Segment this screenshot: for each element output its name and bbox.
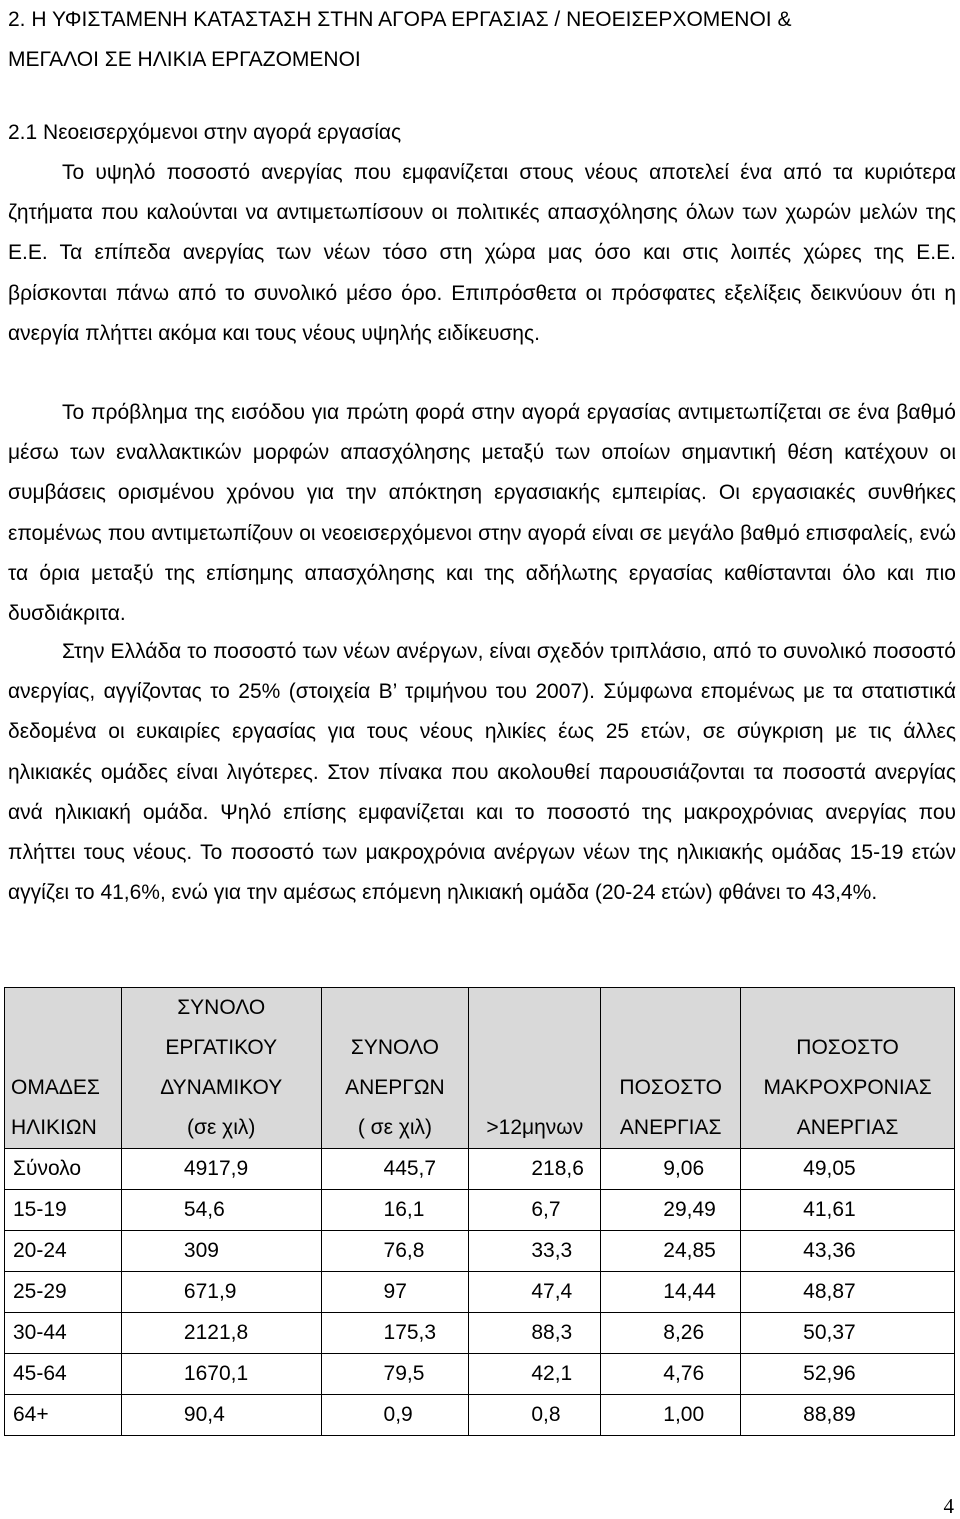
section-heading-line-2: ΜΕΓΑΛΟΙ ΣΕ ΗΛΙΚΙΑ ΕΡΓΑΖΟΜΕΝΟΙ xyxy=(8,48,361,71)
age-group-cell: Σύνολο xyxy=(5,1149,122,1190)
table-header-line: ΣΥΝΟΛΟ xyxy=(350,1036,439,1059)
table-cell: 0,8 xyxy=(469,1395,601,1436)
table-cell: 33,3 xyxy=(469,1231,601,1272)
table-header-line: ΑΝΕΡΓΙΑΣ xyxy=(796,1116,899,1139)
table-cell: 29,49 xyxy=(601,1190,741,1231)
table-cell: 50,37 xyxy=(741,1313,955,1354)
table-header-line: ΗΛΙΚΙΩΝ xyxy=(11,1116,97,1139)
age-group-cell: 45-64 xyxy=(5,1354,122,1395)
table-cell: 52,96 xyxy=(741,1354,955,1395)
unemployment-table xyxy=(4,987,955,1436)
table-cell: 90,4 xyxy=(121,1395,321,1436)
table-row xyxy=(5,1395,955,1436)
table-row xyxy=(5,1149,955,1190)
table-cell: 1,00 xyxy=(601,1395,741,1436)
table-cell: 309 xyxy=(121,1231,321,1272)
age-group-cell: 20-24 xyxy=(5,1231,122,1272)
table-row xyxy=(5,1313,955,1354)
page-number: 4 xyxy=(943,1494,954,1518)
table-cell: 8,26 xyxy=(601,1313,741,1354)
table-cell: 97 xyxy=(321,1272,469,1313)
table-cell: 43,36 xyxy=(741,1231,955,1272)
table-header-line: ΠΟΣΟΣΤΟ xyxy=(619,1076,723,1099)
table-cell: 6,7 xyxy=(469,1190,601,1231)
table-cell: 218,6 xyxy=(469,1149,601,1190)
table-cell: 79,5 xyxy=(321,1354,469,1395)
table-cell: 445,7 xyxy=(321,1149,469,1190)
table-header-line: >12μηνων xyxy=(486,1116,584,1139)
table-row xyxy=(5,1272,955,1313)
table-cell: 2121,8 xyxy=(121,1313,321,1354)
table-header-line: ΔΥΝΑΜΙΚΟΥ xyxy=(160,1076,283,1099)
table-cell: 88,89 xyxy=(741,1395,955,1436)
table-header-cell xyxy=(601,988,741,1149)
table-header-line: ΣΥΝΟΛΟ xyxy=(177,996,266,1019)
table-row xyxy=(5,1231,955,1272)
paragraph-3-text: Στην Ελλάδα το ποσοστό των νέων ανέργων, είναι σχεδόν τριπλάσιο, από το συνολικό ποσοστό ανεργίας, αγγίζοντας το 25% (στοιχεία Β’ τριμήνου του 2007). Σύμφωνα επομένως με τα στατιστικά δεδομένα οι ευκαιρίες εργασίας για τους νέους ηλικίες έως 25 ετών, σε σύγκριση με τις άλλες ηλικιακές ομάδες είναι λιγότερες. Στον πίνακα που ακολουθεί παρουσιάζονται τα ποσοστά ανεργίας ανά ηλικιακή ομάδα. Ψηλό επίσης εμφανίζεται και το ποσοστό της μακροχρόνιας ανεργίας που πλήττει τους νέους. Το ποσοστό των μακροχρόνια ανέργων νέων της ηλικιακής ομάδας 15-19 ετών αγγίζει το 41,6%, ενώ για την αμέσως επόμενη ηλικιακή ομάδα (20-24 ετών) φθάνει το 43,4%. xyxy=(8,640,956,905)
paragraph-1-text: Το υψηλό ποσοστό ανεργίας που εμφανίζεται στους νέους αποτελεί ένα από τα κυριότερα ζητήματα που καλούνται να αντιμετωπίσουν οι πολιτικές απασχόλησης όλων των χωρών μελών της Ε.Ε. Τα επίπεδα ανεργίας των νέων τόσο στη χώρα μας όσο και στις λοιπές χώρες της Ε.Ε. βρίσκονται πάνω από το συνολικό μέσο όρο. Επιπρόσθετα οι πρόσφατες εξελίξεις δεικνύουν ότι η ανεργία πλήττει ακόμα και τους νέους υψηλής ειδίκευσης. xyxy=(8,161,956,345)
table-cell: 1670,1 xyxy=(121,1354,321,1395)
age-group-cell: 15-19 xyxy=(5,1190,122,1231)
table-header-line: ΑΝΕΡΓΙΑΣ xyxy=(619,1116,722,1139)
table-header-line: ΑΝΕΡΓΩΝ xyxy=(345,1076,445,1099)
table-row xyxy=(5,1354,955,1395)
table-row xyxy=(5,1190,955,1231)
table-cell: 48,87 xyxy=(741,1272,955,1313)
table-header-cell xyxy=(321,988,469,1149)
table-cell: 0,9 xyxy=(321,1395,469,1436)
table-cell: 47,4 xyxy=(469,1272,601,1313)
table-cell: 16,1 xyxy=(321,1190,469,1231)
table-header-line: ( σε χιλ) xyxy=(357,1116,433,1139)
paragraph-2-text: Το πρόβλημα της εισόδου για πρώτη φορά στην αγορά εργασίας αντιμετωπίζεται σε ένα βαθμό μέσω των εναλλακτικών μορφών απασχόλησης μεταξύ των οποίων σημαντική θέση κατέχουν οι συμβάσεις ορισμένου χρόνου για την απόκτηση εργασιακής εμπειρίας. Οι εργασιακές συνθήκες επομένως που αντιμετωπίζουν οι νεοεισερχόμενοι στην αγορά είναι σε μεγάλο βαθμό επισφαλείς, ενώ τα όρια μεταξύ της επίσημης απασχόλησης και της αδήλωτης εργασίας καθίστανται όλο και πιο δυσδιάκριτα. xyxy=(8,401,956,626)
age-group-cell: 64+ xyxy=(5,1395,122,1436)
table-body xyxy=(5,1149,955,1436)
paragraph-3 xyxy=(8,632,956,913)
table-header-cell xyxy=(741,988,955,1149)
paragraph-1 xyxy=(8,153,956,354)
table-cell: 4,76 xyxy=(601,1354,741,1395)
table-cell: 54,6 xyxy=(121,1190,321,1231)
table-header-cell xyxy=(469,988,601,1149)
table-cell: 42,1 xyxy=(469,1354,601,1395)
age-group-cell: 25-29 xyxy=(5,1272,122,1313)
table-cell: 4917,9 xyxy=(121,1149,321,1190)
table-header-line: ΟΜΑΔΕΣ xyxy=(11,1076,100,1099)
table-header-cell xyxy=(121,988,321,1149)
table-header-row xyxy=(5,988,955,1149)
table-cell: 41,61 xyxy=(741,1190,955,1231)
table-cell: 9,06 xyxy=(601,1149,741,1190)
table-header-line: ΕΡΓΑΤΙΚΟΥ xyxy=(165,1036,278,1059)
section-heading-line-1: 2. Η ΥΦΙΣΤΑΜΕΝΗ ΚΑΤΑΣΤΑΣΗ ΣΤΗΝ ΑΓΟΡΑ ΕΡΓΑΣΙΑΣ / ΝΕΟΕΙΣΕΡΧΟΜΕΝΟΙ & xyxy=(8,8,792,31)
table-cell: 671,9 xyxy=(121,1272,321,1313)
table-header-line: ΜΑΚΡΟΧΡΟΝΙΑΣ xyxy=(763,1076,932,1099)
section-heading xyxy=(8,0,958,80)
table-cell: 24,85 xyxy=(601,1231,741,1272)
age-group-cell: 30-44 xyxy=(5,1313,122,1354)
paragraph-2 xyxy=(8,393,956,634)
table-header-cell xyxy=(5,988,122,1149)
table-cell: 175,3 xyxy=(321,1313,469,1354)
table-header-line: ΠΟΣΟΣΤΟ xyxy=(796,1036,899,1059)
table-cell: 49,05 xyxy=(741,1149,955,1190)
table-cell: 88,3 xyxy=(469,1313,601,1354)
table-cell: 14,44 xyxy=(601,1272,741,1313)
subsection-heading: 2.1 Νεοεισερχόμενοι στην αγορά εργασίας xyxy=(8,121,402,144)
table-header-line: (σε χιλ) xyxy=(187,1116,256,1139)
table-cell: 76,8 xyxy=(321,1231,469,1272)
